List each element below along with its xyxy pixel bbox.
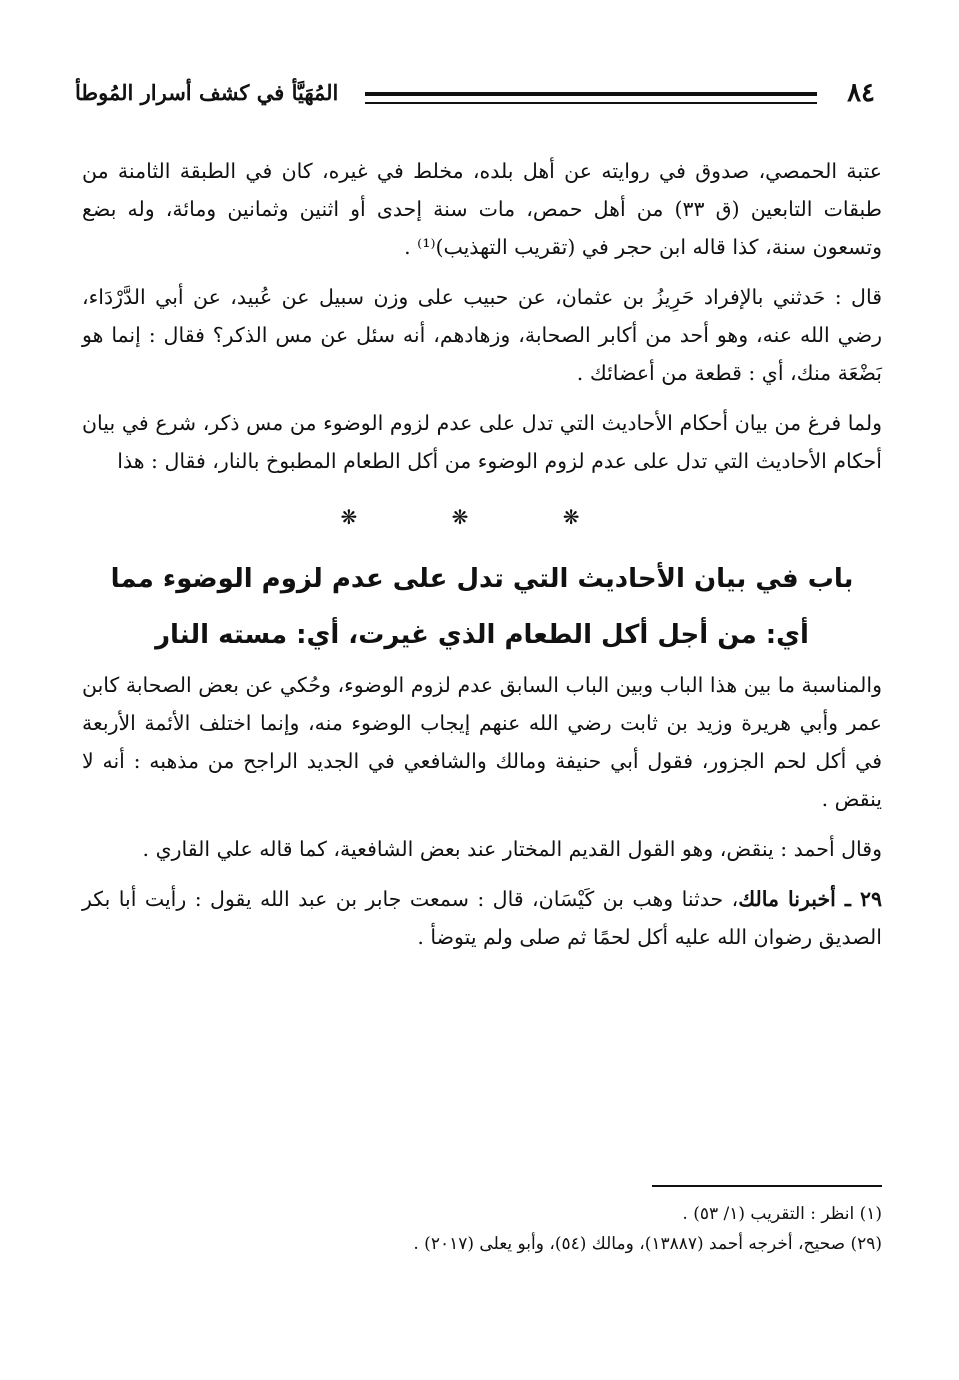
paragraph-4: والمناسبة ما بين هذا الباب وبين الباب السابق عدم لزوم الوضوء، وحُكي عن بعض الصحابة كابن عمر وأبي هريرة وزيد بن ثابت رضي الله عنهم إيجاب الوضوء منه، وإنما اختلف الأئمة الأربعة في أكل لحم الجزور، فقول أبي حنيفة ومالك والشافعي في الجديد الراجح من مذهبه : أنه لا ينقض . <box>82 673 882 811</box>
footnotes <box>82 1185 882 1259</box>
paragraph-5: وقال أحمد : ينقض، وهو القول القديم المختار عند بعض الشافعية، كما قاله علي القاري . <box>142 837 882 861</box>
chapter-title-line-1: باب في بيان الأحاديث التي تدل على عدم لزوم الوضوء مما <box>110 564 854 594</box>
section-divider-stars: ❋ ❋ ❋ <box>340 505 624 529</box>
main-text <box>82 152 882 968</box>
footnote-1: (١) انظر : التقريب (١/ ٥٣) . <box>682 1204 882 1224</box>
header-rule <box>365 92 817 104</box>
chapter-title-line-2: أي: من أجل أكل الطعام الذي غيرت، أي: مسته النار <box>155 620 809 650</box>
page-number: ٨٤ <box>847 78 875 108</box>
footnote-29: (٢٩) صحيح، أخرجه أحمد (١٣٨٨٧)، ومالك (٥٤)، وأبو يعلى (٢٠١٧) . <box>413 1234 882 1254</box>
paragraph-2: قال : حَدثني بالإفراد حَرِيزُ بن عثمان، عن حبيب على وزن سبيل عن عُبيد، عن أبي الدَّرْدَاء، رضي الله عنه، وهو أحد من أكابر الصحابة، وزهادهم، أنه سئل عن مس الذكر؟ فقال : إنما هو بَضْعَة منك، أي : قطعة من أعضائك . <box>82 285 882 385</box>
page-header <box>75 74 875 120</box>
paragraph-1: عتبة الحمصي، صدوق في روايته عن أهل بلده، مخلط في غيره، كان في الطبقة الثامنة من طبقات التابعين (ق ٣٣) من أهل حمص، مات سنة إحدى أو اثنين وثمانين ومائة، وله بضع وتسعون سنة، كذا قاله ابن حجر في (تقريب التهذيب)⁽¹⁾ . <box>82 159 882 259</box>
running-title: المُهَيَّأ في كشف أسرار المُوطأ <box>75 80 339 105</box>
footnote-rule <box>652 1185 882 1187</box>
paragraph-3: ولما فرغ من بيان أحكام الأحاديث التي تدل على عدم لزوم الوضوء من مس ذكر، شرع في بيان أحكام الأحاديث التي تدل على عدم لزوم الوضوء من أكل الطعام المطبوخ بالنار، فقال : هذا <box>82 411 882 473</box>
hadith-number: ٢٩ ـ أخبرنا مالك <box>738 887 882 911</box>
hadith-29 <box>82 880 882 956</box>
hadith-text: ، حدثنا وهب بن كَيْسَان، قال : سمعت جابر بن عبد الله يقول : رأيت أبا بكر الصديق رضوان الله عليه أكل لحمًا ثم صلى ولم يتوضأ . <box>82 887 882 949</box>
